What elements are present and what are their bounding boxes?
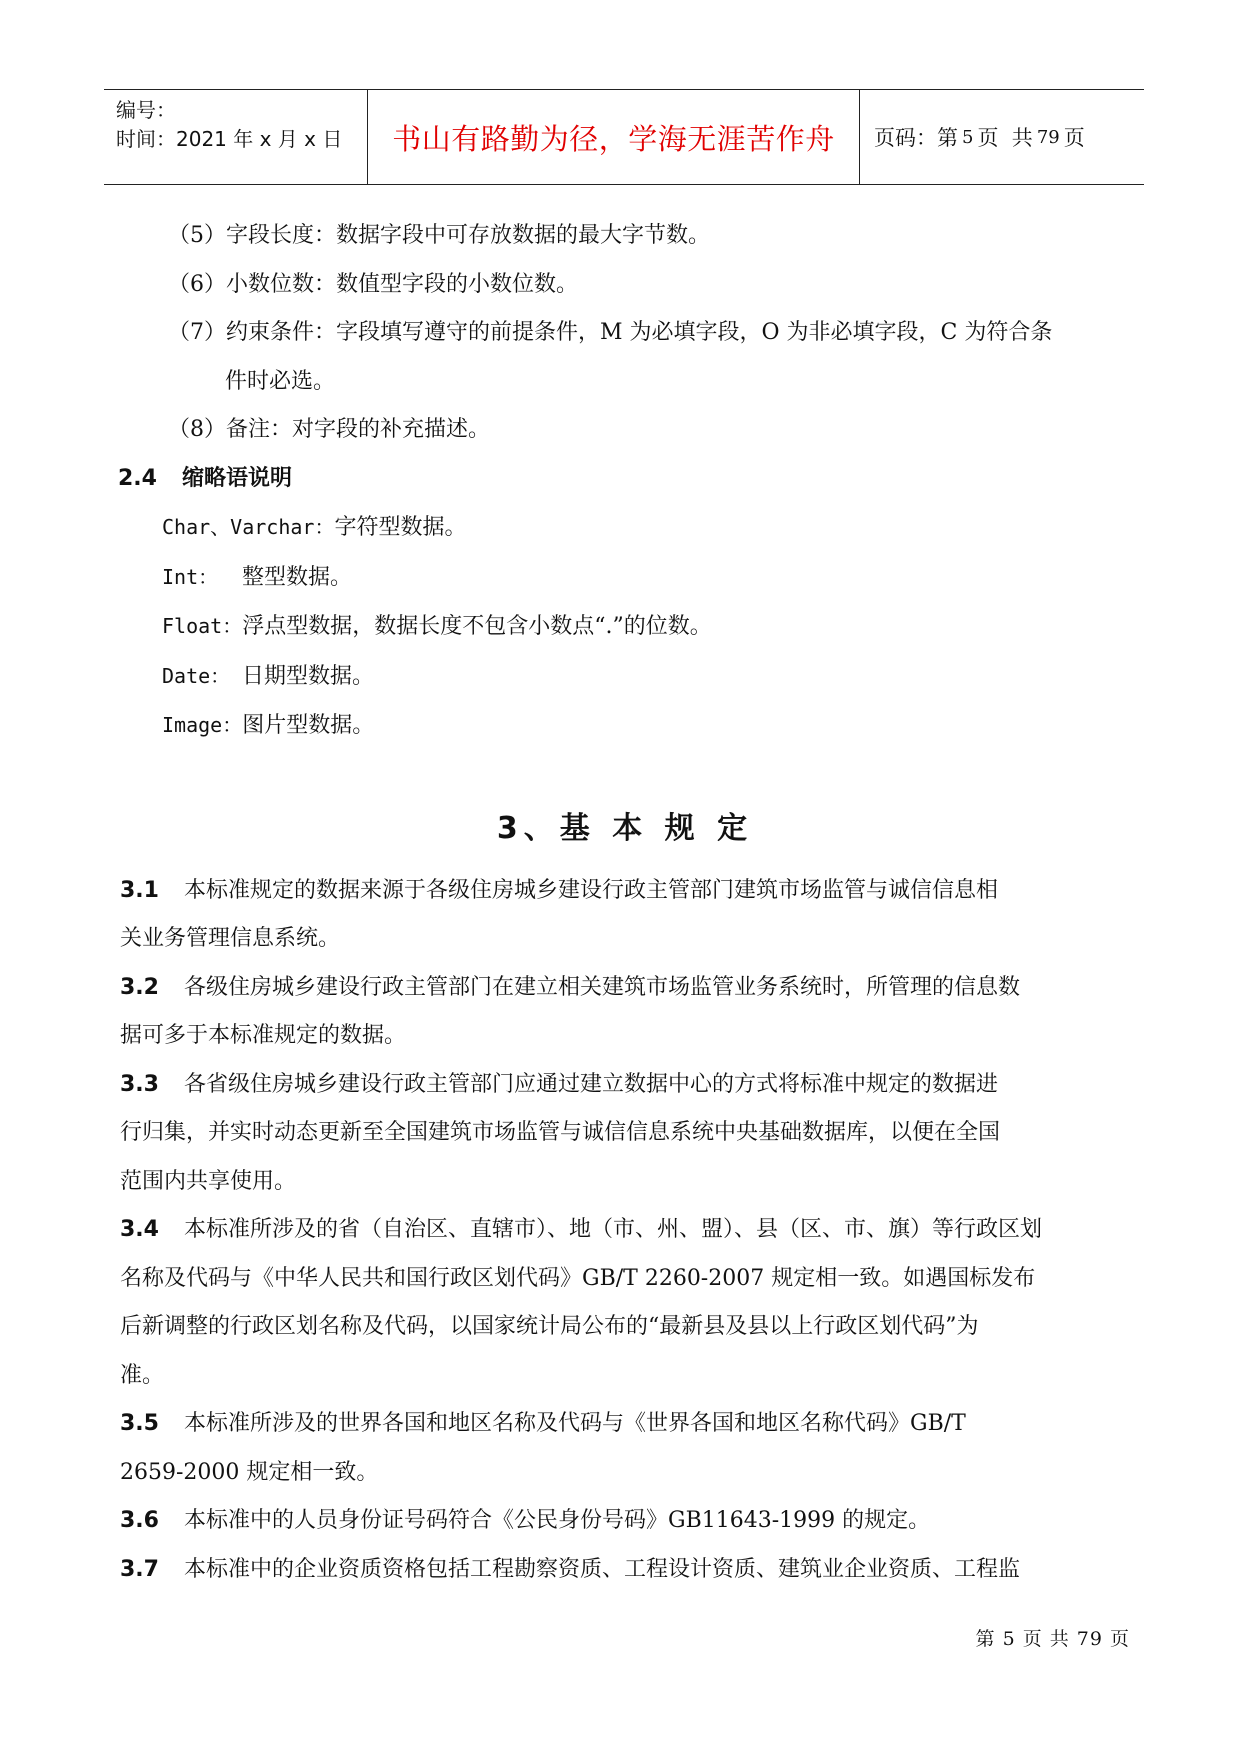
clause-number: 3.7 [120,1556,159,1582]
page-suffix: 页 [1063,126,1085,150]
clause-text: 本标准中的人员身份证号码符合《公民身份号码》GB11643-1999 的规定。 [184,1508,931,1533]
clause-line: 范围内共享使用。 [120,1168,297,1194]
abbr-term: Int： [162,564,219,589]
document-number-label: 编号： [116,98,176,122]
clause-number: 3.5 [120,1411,159,1436]
abbr-item [120,701,1130,751]
clause-text: 本标准规定的数据来源于各级住房城乡建设行政主管部门建筑市场监管与诚信信息相 [184,877,999,903]
header-page-info [860,90,1144,184]
abbr-item [120,553,1130,603]
motto-text: 书山有路勤为径，学海无涯苦作舟 [392,121,835,156]
clause-line: 后新调整的行政区划名称及代码，以国家统计局公布的“最新县及县以上行政区划代码”为 [120,1314,979,1339]
page-header [104,89,1144,185]
abbr-term: Char、Varchar： [162,515,335,539]
field-note: 件时必选。 [225,368,336,394]
field-note: （5）字段长度：数据字段中可存放数据的最大字节数。 [168,223,710,248]
header-motto [368,90,860,184]
abbr-desc: 图片型数据。 [242,713,375,738]
clause-line [120,1497,1130,1546]
clause-line: 2659-2000 规定相一致。 [120,1459,379,1485]
clause-text: 本标准中的企业资质资格包括工程勘察资质、工程设计资质、建筑业企业资质、工程监 [184,1556,1021,1582]
clause-text: 各省级住房城乡建设行政主管部门应通过建立数据中心的方式将标准中规定的数据进 [184,1071,999,1097]
clause-number: 3.4 [120,1217,159,1242]
page-current: 5 [962,126,974,148]
clause-line: 关业务管理信息系统。 [120,926,341,951]
abbr-term: Image： [162,713,243,737]
clause-line: 准。 [120,1362,165,1388]
page-content [120,212,1130,1594]
abbr-item [120,602,1130,652]
clause-line [120,1546,1130,1595]
section-number: 2.4 [118,465,157,491]
clause-line [120,1206,1130,1255]
abbr-item [120,503,1130,553]
page-prefix: 页码：第 [874,126,958,150]
field-note: （8）备注：对字段的补充描述。 [168,417,490,442]
clause-text: 各级住房城乡建设行政主管部门在建立相关建筑市场监管业务系统时，所管理的信息数 [184,974,1021,1000]
abbr-term: Float： [162,614,243,638]
abbr-desc: 整型数据。 [242,564,353,590]
clause-line: 据可多于本标准规定的数据。 [120,1023,407,1048]
clause-text: 本标准所涉及的世界各国和地区名称及代码与《世界各国和地区名称代码》GB/T [184,1411,966,1436]
clause-line [120,1400,1130,1449]
clause-number: 3.1 [120,877,159,903]
clause-number: 3.3 [120,1071,159,1097]
field-note: （7）约束条件：字段填写遵守的前提条件，M 为必填字段，O 为非必填字段，C 为符合条 [168,320,1053,345]
abbr-desc: 日期型数据。 [242,663,375,689]
page-mid: 页 共 [977,126,1033,150]
clause-number: 3.6 [120,1508,159,1533]
section-title: 缩略语说明 [182,465,293,491]
clause-line [120,1061,1130,1110]
clause-line [120,867,1130,916]
abbr-term: Date： [162,663,231,688]
abbr-desc: 浮点型数据，数据长度不包含小数点“.”的位数。 [242,614,712,639]
abbr-desc: 字符型数据。 [334,515,467,540]
chapter-title: 3、基 本 规 定 [496,810,754,846]
clause-line: 名称及代码与《中华人民共和国行政区划代码》GB/T 2260-2007 规定相一致。如遇国标发布 [120,1265,1036,1291]
page-footer: 第 5 页 共 79 页 [975,1628,1130,1650]
abbr-item [120,652,1130,702]
section-heading [118,455,1130,504]
header-meta [104,90,368,184]
clause-text: 本标准所涉及的省（自治区、直辖市）、地（市、州、盟）、县（区、市、旗）等行政区划 [184,1217,1043,1242]
page-total: 79 [1036,126,1060,148]
document-time: 时间：2021 年 x 月 x 日 [116,127,343,151]
clause-line [120,964,1130,1013]
field-note: （6）小数位数：数值型字段的小数位数。 [168,271,578,297]
clause-line: 行归集，并实时动态更新至全国建筑市场监管与诚信信息系统中央基础数据库，以便在全国 [120,1120,1001,1145]
clause-number: 3.2 [120,974,159,1000]
